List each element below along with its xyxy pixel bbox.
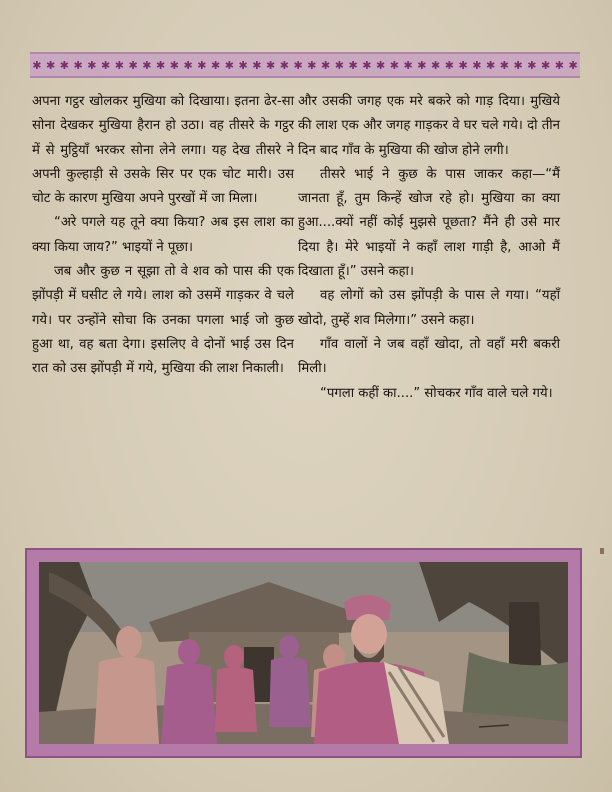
right-paragraph-1: और उसकी जगह एक मरे बकरे को गाड़ दिया। मुखिये की लाश एक और जगह गाड़कर वे घर चले गये। दो तीन दिन बाद गाँव के मुखिया की खोज होने लगी।	[298, 94, 560, 158]
border-star-icon: ✱	[211, 58, 221, 72]
border-star-icon: ✱	[431, 58, 441, 72]
border-star-icon: ✱	[499, 58, 509, 72]
left-paragraph-1: अपना गट्ठर खोलकर मुखिया को दिखाया। इतना ढेर-सा सोना देखकर मुखिया हैरान हो उठा। वह तीसरे के गट्ठर में से मुट्ठियाँ भरकर सोना लेने लगा। यह देख तीसरे ने अपनी कुल्हाड़ी से उसके सिर पर एक चोट मारी। उस चोट के कारण मुखिया अपने पुरखों में जा मिला।	[32, 94, 294, 207]
right-paragraph-3: वह लोगों को उस झोंपड़ी के पास ले गया। “यहाँ खोदो, तुम्हें शव मिलेगा।” उसने कहा।	[298, 288, 560, 328]
page-edge-mark	[600, 548, 604, 554]
border-star-icon: ✱	[238, 58, 248, 72]
border-star-icon: ✱	[169, 58, 179, 72]
border-star-icon: ✱	[293, 58, 303, 72]
border-star-icon: ✱	[458, 58, 468, 72]
decorative-top-border	[30, 52, 580, 78]
border-star-icon: ✱	[307, 58, 317, 72]
right-paragraph-4: गाँव वालों ने जब वहाँ खोदा, तो वहाँ मरी बकरी मिली।	[298, 336, 560, 377]
border-star-icon: ✱	[527, 58, 537, 72]
border-star-icon: ✱	[46, 58, 56, 72]
border-star-icon: ✱	[73, 58, 83, 72]
border-star-icon: ✱	[101, 58, 111, 72]
left-paragraph-2: “अरे पगले यह तूने क्या किया? अब इस लाश का क्या किया जाय?” भाइयों ने पूछा।	[32, 215, 294, 255]
villagers-scene-image	[39, 562, 568, 744]
border-star-icon: ✱	[403, 58, 413, 72]
border-star-icon: ✱	[224, 58, 234, 72]
left-text-column	[32, 90, 294, 382]
border-star-icon: ✱	[444, 58, 454, 72]
border-star-icon: ✱	[486, 58, 496, 72]
border-star-icon: ✱	[87, 58, 97, 72]
border-star-icon: ✱	[417, 58, 427, 72]
border-star-icon: ✱	[279, 58, 289, 72]
story-illustration	[39, 562, 568, 744]
left-paragraph-3: जब और कुछ न सूझा तो वे शव को पास की एक झोंपड़ी में घसीट ले गये। लाश को उसमें गाड़कर वे चले गये। पर उन्होंने सोचा कि उनका पगला भाई जो कुछ हुआ था, वह बता देगा। इसलिए वे दोनों भाई उस दिन रात को उस झोंपड़ी में गये, मुखिया की लाश निकाली।	[32, 264, 294, 377]
border-star-icon: ✱	[334, 58, 344, 72]
border-star-icon: ✱	[156, 58, 166, 72]
border-star-icon: ✱	[183, 58, 193, 72]
border-star-icon: ✱	[197, 58, 207, 72]
border-star-icon: ✱	[128, 58, 138, 72]
border-star-icon: ✱	[114, 58, 124, 72]
illustration-frame	[25, 548, 582, 758]
right-text-column	[298, 90, 560, 406]
border-star-icon: ✱	[568, 58, 578, 72]
border-star-icon: ✱	[266, 58, 276, 72]
right-paragraph-5: “पगला कहीं का....” सोचकर गाँव वाले चले गये।	[320, 385, 553, 401]
border-star-icon: ✱	[362, 58, 372, 72]
border-star-icon: ✱	[376, 58, 386, 72]
right-paragraph-2: तीसरे भाई ने कुछ के पास जाकर कहा—“मैं जानता हूँ, तुम किन्हें खोज रहे हो। मुखिया का क्या हुआ....क्यों नहीं कोई मुझसे पूछता? मैंने ही उसे मार दिया है। मेरे भाइयों ने कहाँ लाश गाड़ी है, आओ मैं दिखाता हूँ।” उसने कहा।	[298, 166, 560, 280]
border-star-icon: ✱	[348, 58, 358, 72]
border-star-icon: ✱	[142, 58, 152, 72]
border-star-icon: ✱	[252, 58, 262, 72]
border-star-icon: ✱	[472, 58, 482, 72]
border-star-icon: ✱	[513, 58, 523, 72]
border-star-icon: ✱	[32, 58, 42, 72]
border-star-icon: ✱	[554, 58, 564, 72]
border-star-icon: ✱	[389, 58, 399, 72]
border-star-icon: ✱	[541, 58, 551, 72]
border-star-icon: ✱	[59, 58, 69, 72]
border-star-icon: ✱	[321, 58, 331, 72]
